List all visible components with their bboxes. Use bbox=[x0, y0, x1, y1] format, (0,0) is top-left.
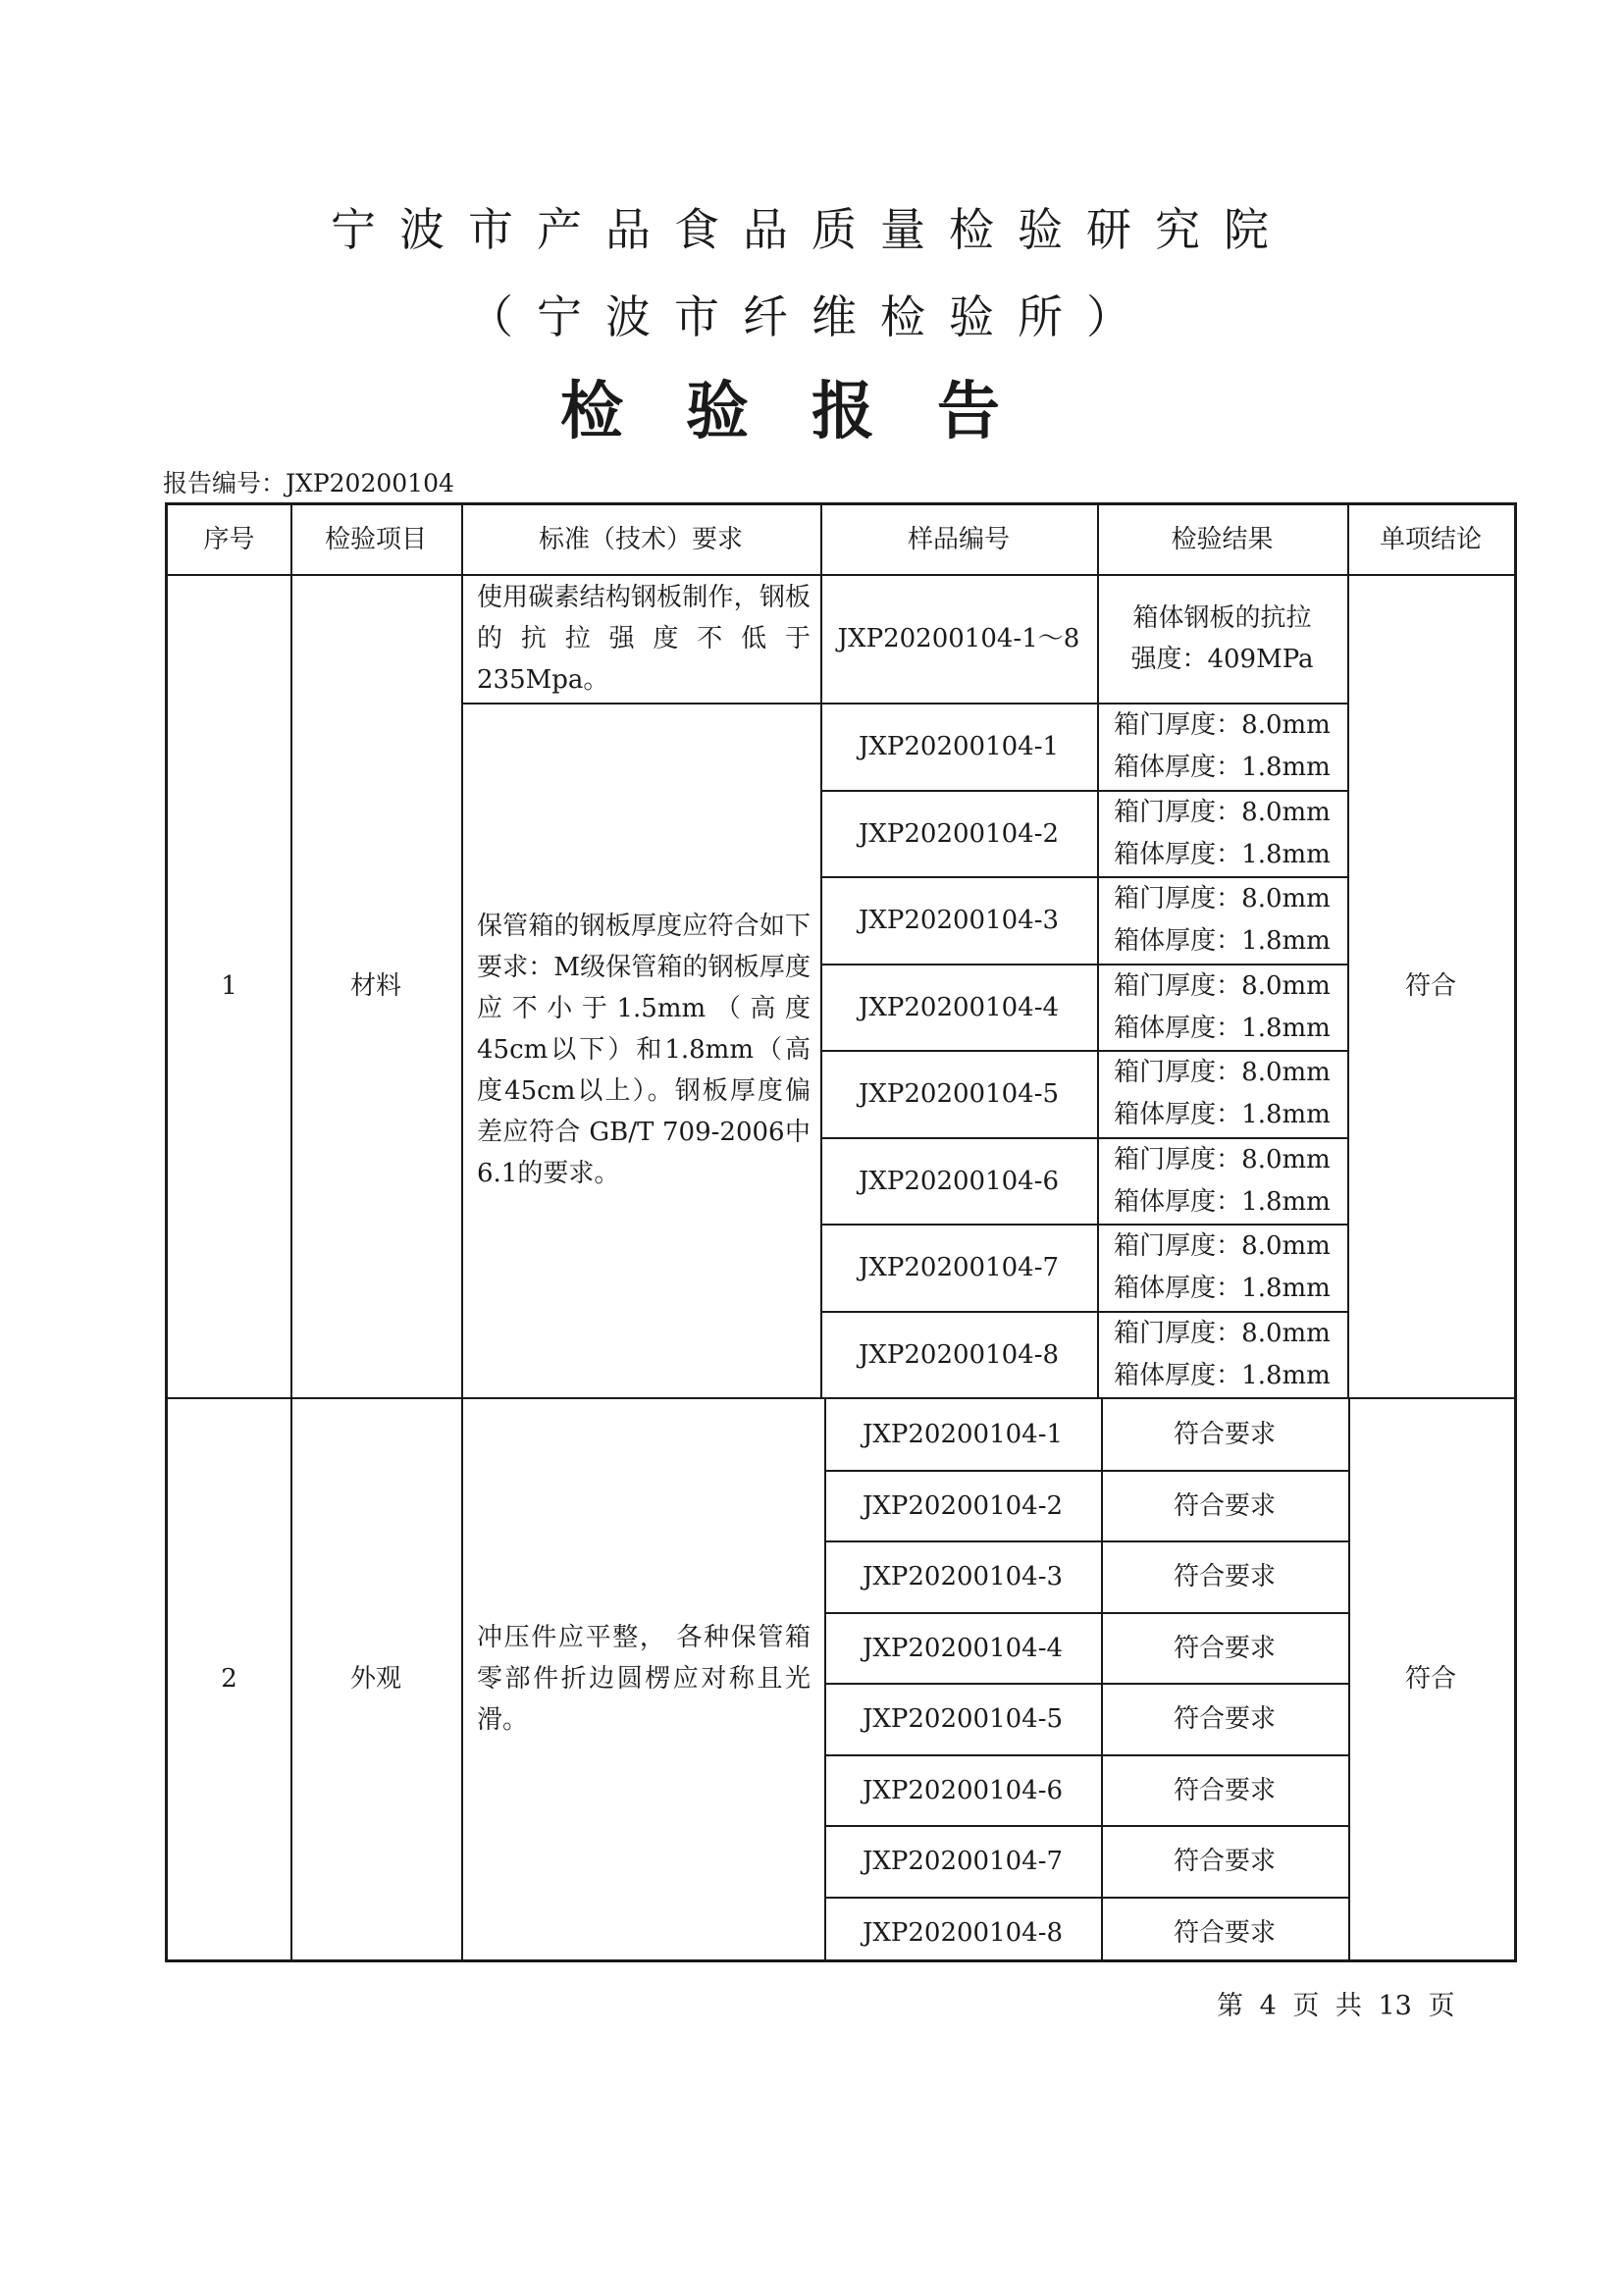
thickness-result bbox=[1097, 1050, 1347, 1137]
thickness-result bbox=[1097, 1224, 1347, 1311]
result-value: 符合要求 bbox=[1173, 1561, 1276, 1592]
sample-id: JXP20200104-1～8 bbox=[837, 624, 1080, 653]
sample-id: JXP20200104-4 bbox=[858, 992, 1060, 1022]
thickness-result bbox=[1097, 1137, 1347, 1225]
body-thickness: 箱体厚度：1.8mm bbox=[1114, 752, 1331, 782]
result-value: 符合要求 bbox=[1173, 1775, 1276, 1805]
page-number: 第 4 页 共 13 页 bbox=[1217, 1991, 1455, 2021]
conclusion: 符合 bbox=[1404, 1664, 1456, 1694]
result-value: 符合要求 bbox=[1173, 1917, 1276, 1948]
sample-id: JXP20200104-7 bbox=[858, 1252, 1060, 1282]
body-thickness: 箱体厚度：1.8mm bbox=[1114, 839, 1331, 869]
result-value: 符合要求 bbox=[1173, 1419, 1276, 1449]
sample-id: JXP20200104-3 bbox=[862, 1561, 1064, 1592]
thickness-result bbox=[1097, 1311, 1347, 1398]
door-thickness: 箱门厚度：8.0mm bbox=[1114, 1318, 1331, 1348]
inspection-item: 外观 bbox=[349, 1664, 401, 1694]
door-thickness: 箱门厚度：8.0mm bbox=[1114, 797, 1331, 827]
body-thickness: 箱体厚度：1.8mm bbox=[1114, 1360, 1331, 1390]
result-value: 箱体钢板的抗拉强度：409MPa bbox=[1130, 603, 1314, 674]
body-thickness: 箱体厚度：1.8mm bbox=[1114, 925, 1331, 956]
sample-id: JXP20200104-2 bbox=[858, 818, 1060, 849]
sample-id: JXP20200104-1 bbox=[858, 731, 1060, 761]
sample-id: JXP20200104-4 bbox=[862, 1633, 1064, 1663]
thickness-result bbox=[1097, 790, 1347, 877]
result-value: 符合要求 bbox=[1173, 1490, 1276, 1521]
door-thickness: 箱门厚度：8.0mm bbox=[1114, 970, 1331, 1001]
col-header-no: 序号 bbox=[203, 525, 255, 554]
document-title: 检验报告 bbox=[560, 376, 1063, 448]
requirement-text: 使用碳素结构钢板制作，钢板的抗拉强度不低于235Mpa。 bbox=[477, 583, 811, 695]
body-thickness: 箱体厚度：1.8mm bbox=[1114, 1013, 1331, 1043]
sample-id: JXP20200104-6 bbox=[862, 1775, 1064, 1805]
col-header-result: 检验结果 bbox=[1171, 525, 1274, 554]
door-thickness: 箱门厚度：8.0mm bbox=[1114, 1230, 1331, 1261]
result-value: 符合要求 bbox=[1173, 1703, 1276, 1734]
sample-id: JXP20200104-5 bbox=[858, 1078, 1060, 1109]
requirement-text: 保管箱的钢板厚度应符合如下要求：M级保管箱的钢板厚度应不小于1.5mm（高度45cm以下）和1.8mm（高度45cm以上）。钢板厚度偏差应符合 GB/T 709-2006中6.1的要求。 bbox=[477, 912, 811, 1188]
conclusion: 符合 bbox=[1404, 971, 1456, 1001]
col-header-item: 检验项目 bbox=[324, 525, 427, 554]
sample-id: JXP20200104-7 bbox=[862, 1846, 1064, 1876]
thickness-result bbox=[1097, 703, 1347, 790]
body-thickness: 箱体厚度：1.8mm bbox=[1114, 1186, 1331, 1217]
door-thickness: 箱门厚度：8.0mm bbox=[1114, 709, 1331, 740]
thickness-result bbox=[1097, 964, 1347, 1051]
sub-institute-name: （宁波市纤维检验所） bbox=[468, 290, 1155, 343]
sample-id: JXP20200104-6 bbox=[858, 1166, 1060, 1196]
body-thickness: 箱体厚度：1.8mm bbox=[1114, 1273, 1331, 1303]
door-thickness: 箱门厚度：8.0mm bbox=[1114, 883, 1331, 913]
col-header-sample: 样品编号 bbox=[907, 525, 1010, 554]
col-header-requirement: 标准（技术）要求 bbox=[538, 525, 743, 554]
inspection-item: 材料 bbox=[349, 971, 401, 1001]
row-no: 1 bbox=[221, 971, 237, 1001]
result-value: 符合要求 bbox=[1173, 1633, 1276, 1663]
body-thickness: 箱体厚度：1.8mm bbox=[1114, 1099, 1331, 1129]
col-header-conclusion: 单项结论 bbox=[1379, 525, 1482, 554]
institute-name: 宁波市产品食品质量检验研究院 bbox=[331, 203, 1292, 256]
sample-id: JXP20200104-3 bbox=[858, 905, 1060, 935]
thickness-result bbox=[1097, 876, 1347, 964]
sample-id: JXP20200104-5 bbox=[862, 1703, 1064, 1734]
report-number: 报告编号：JXP20200104 bbox=[163, 469, 454, 497]
sample-id: JXP20200104-2 bbox=[862, 1490, 1064, 1521]
result-value: 符合要求 bbox=[1173, 1846, 1276, 1876]
sample-id: JXP20200104-1 bbox=[862, 1419, 1064, 1449]
sample-id: JXP20200104-8 bbox=[858, 1339, 1060, 1370]
sample-id: JXP20200104-8 bbox=[862, 1917, 1064, 1948]
door-thickness: 箱门厚度：8.0mm bbox=[1114, 1144, 1331, 1174]
row-no: 2 bbox=[221, 1664, 237, 1694]
door-thickness: 箱门厚度：8.0mm bbox=[1114, 1057, 1331, 1087]
requirement-text: 冲压件应平整， 各种保管箱零部件折边圆楞应对称且光滑。 bbox=[477, 1623, 811, 1735]
